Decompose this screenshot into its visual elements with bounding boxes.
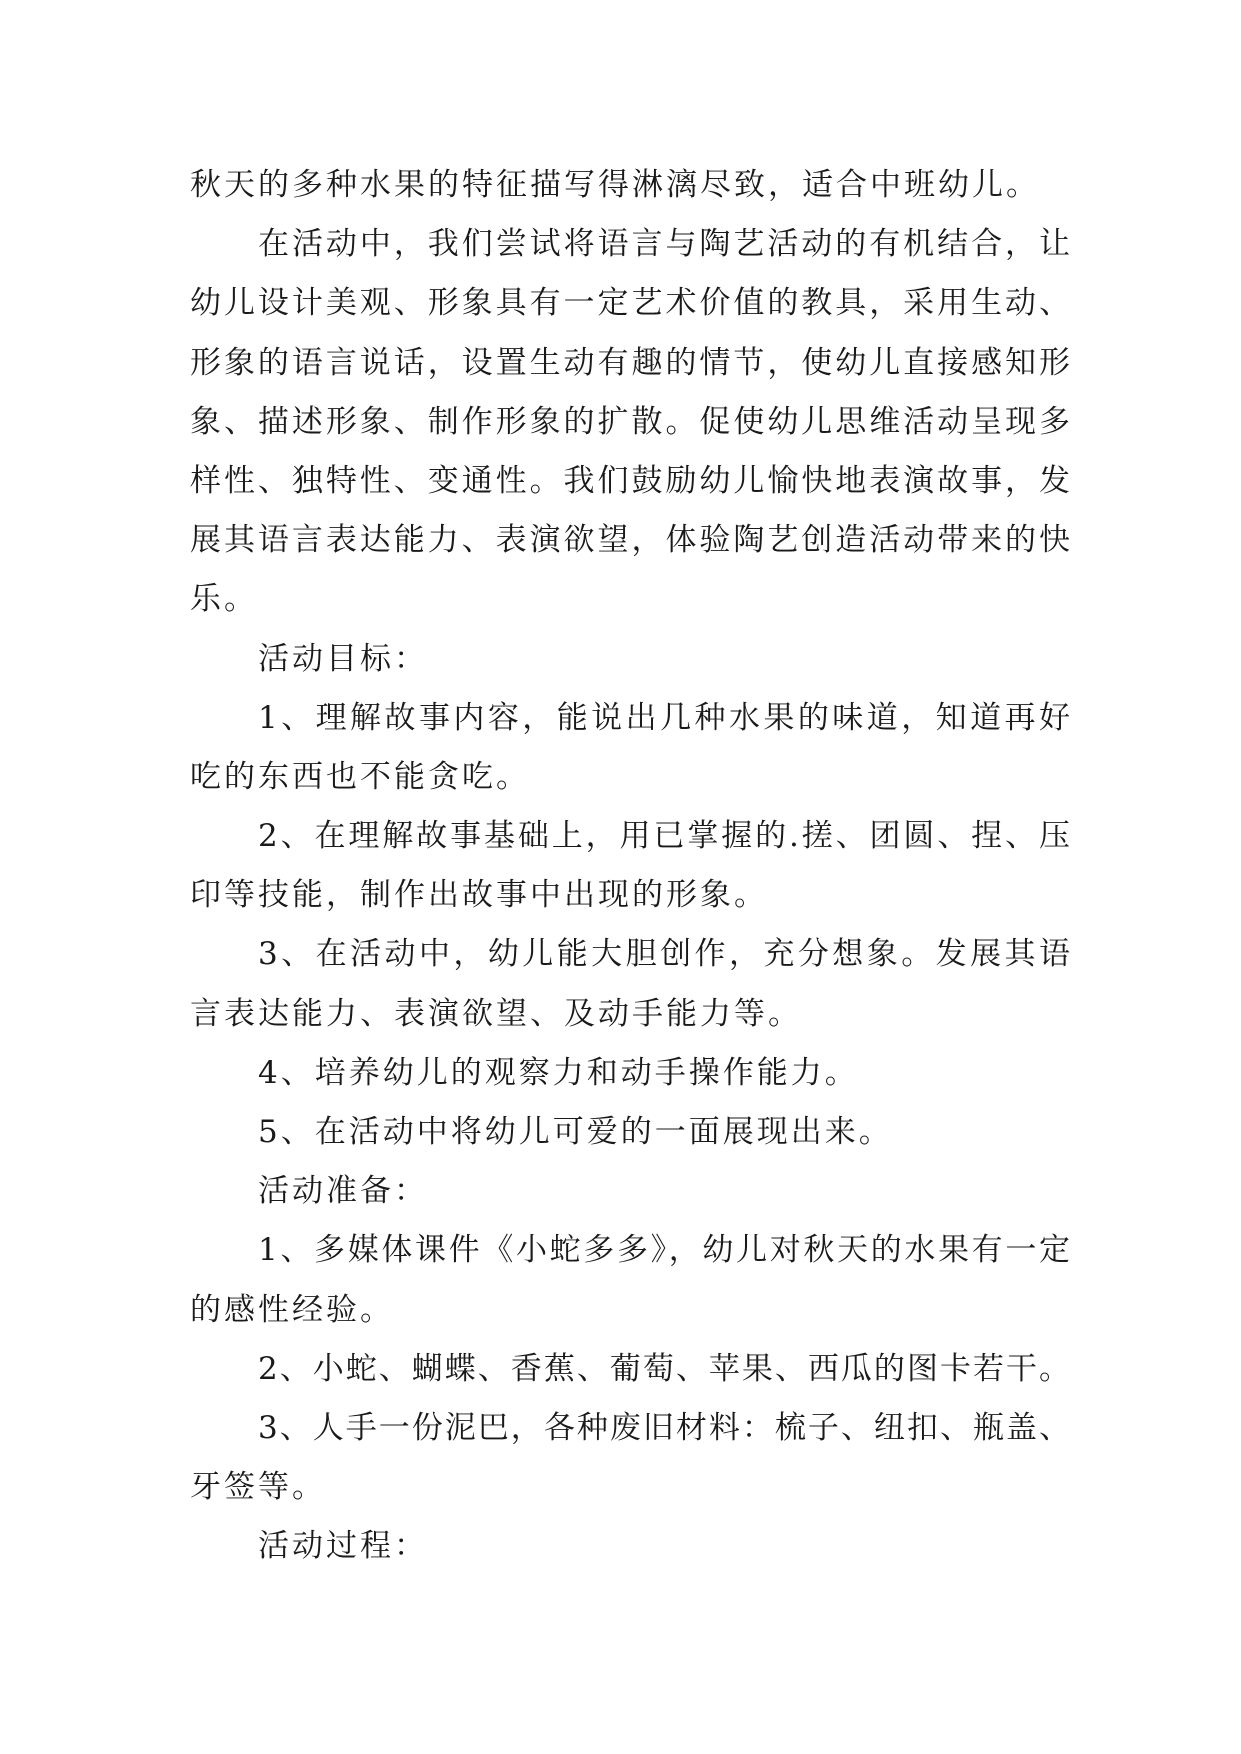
text-line: 2、在理解故事基础上，用已掌握的.搓、团圆、捏、压 — [258, 818, 1070, 855]
text-line: 样性、独特性、变通性。我们鼓励幼儿愉快地表演故事，发 — [190, 462, 1070, 499]
text-line: 展其语言表达能力、表演欲望，体验陶艺创造活动带来的快 — [190, 522, 1070, 559]
text-line: 象、描述形象、制作形象的扩散。促使幼儿思维活动呈现多 — [190, 403, 1070, 440]
text-line: 5、在活动中将幼儿可爱的一面展现出来。 — [258, 1114, 893, 1150]
text-line: 的感性经验。 — [190, 1291, 394, 1328]
text-line: 1、多媒体课件《小蛇多多》，幼儿对秋天的水果有一定 — [258, 1232, 1070, 1269]
text-line: 3、在活动中，幼儿能大胆创作，充分想象。发展其语 — [258, 936, 1070, 973]
text-line: 形象的语言说话，设置生动有趣的情节，使幼儿直接感知形 — [190, 344, 1070, 381]
text-line: 活动准备： — [258, 1173, 428, 1210]
text-line: 牙签等。 — [190, 1469, 326, 1506]
text-line: 言表达能力、表演欲望、及动手能力等。 — [190, 995, 802, 1032]
text-line: 秋天的多种水果的特征描写得淋漓尽致，适合中班幼儿。 — [190, 167, 1040, 203]
text-line: 乐。 — [190, 581, 258, 618]
text-line: 幼儿设计美观、形象具有一定艺术价值的教具，采用生动、 — [190, 285, 1070, 322]
text-line: 印等技能，制作出故事中出现的形象。 — [190, 877, 768, 914]
text-line: 吃的东西也不能贪吃。 — [190, 758, 530, 795]
text-line: 2、小蛇、蝴蝶、香蕉、葡萄、苹果、西瓜的图卡若干。 — [258, 1350, 1070, 1387]
text-line: 活动过程： — [258, 1528, 428, 1565]
text-line: 4、培养幼儿的观察力和动手操作能力。 — [258, 1054, 859, 1091]
text-line: 1、理解故事内容，能说出几种水果的味道，知道再好 — [258, 699, 1070, 736]
text-line: 3、人手一份泥巴，各种废旧材料：梳子、纽扣、瓶盖、 — [258, 1409, 1070, 1446]
text-line: 在活动中，我们尝试将语言与陶艺活动的有机结合，让 — [258, 226, 1070, 263]
text-line: 活动目标： — [258, 640, 428, 677]
document-body — [190, 156, 1070, 1577]
